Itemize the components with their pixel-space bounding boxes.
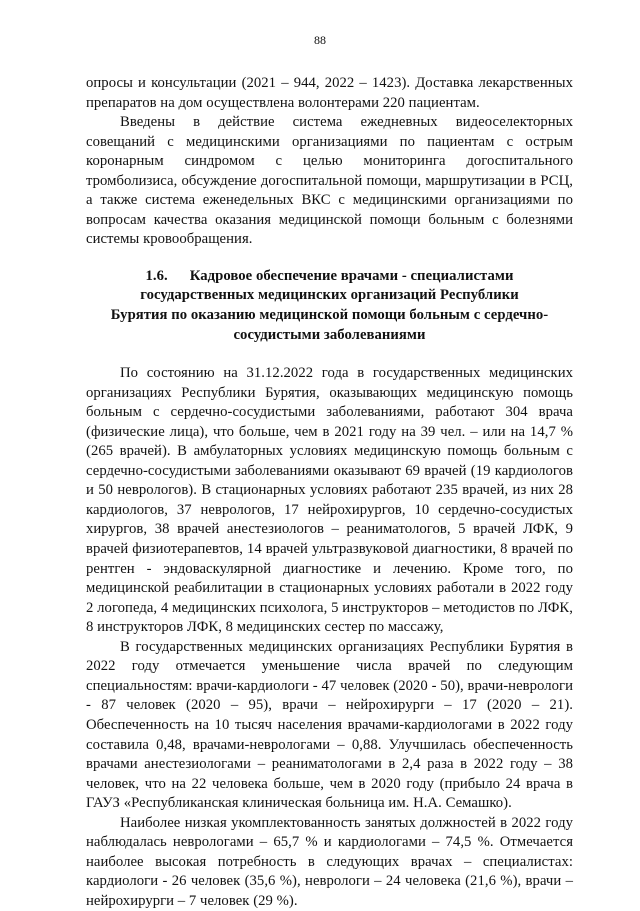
section-title-part-1: Кадровое обеспечение врачами - специалистами	[189, 267, 514, 284]
paragraph-videoselector: Введены в действие система ежедневных видеоселекторных совещаний с медицинскими организациями по пациентам с острым коронарным синдромом с целью мониторинга догоспитального тромболизиса, обсуждение догоспитальной помощи, маршрутизации в РСЦ, а также система еженедельных ВКС с медицинскими организациями по вопросам качества оказания медицинской помощи больным с болезнями системы кровообращения.	[86, 114, 573, 248]
page-number: 88	[314, 33, 326, 47]
section-heading	[86, 267, 573, 345]
section-title-part-3: Бурятия по оказанию медицинской помощи больным с сердечно-	[110, 307, 549, 324]
document-body	[86, 74, 573, 911]
paragraph-understaffing: Наиболее низкая укомплектованность занятых должностей в 2022 году наблюдалась неврологами – 65,7 % и кардиологами – 74,5 %. Отмечается наиболее высокая потребность в следующих врачах – специалистах: кардиологи - 26 человек (35,6 %), неврологи – 24 человека (21,6 %), врачи – нейрохирурги – 7 человек (29 %).	[86, 814, 573, 909]
paragraph-decrease: В государственных медицинских организациях Республики Бурятия в 2022 году отмечается уменьшение числа врачей по следующим специальностям: врачи-кардиологи - 47 человек (2020 - 50), врачи-неврологи - 87 человек (2020 – 95), врачи – нейрохирурги – 17 (2020 – 21). Обеспеченность на 10 тысяч населения врачами-кардиологами в 2022 году составила 0,48, врачами-неврологами – 0,88. Улучшилась обеспеченность врачами анестезиологами – реаниматологами в 2,4 раза в 2022 году – 38 человек, что на 22 человека больше, чем в 2020 году (прибыло 24 врача в ГАУЗ «Республиканская клиническая больница им. Н.А. Семашко).	[86, 638, 573, 812]
section-heading-line-1	[86, 267, 573, 287]
section-number: 1.6.	[145, 267, 168, 284]
paragraph-staffing: По состоянию на 31.12.2022 года в государственных медицинских организациях Республики Бурятия, оказывающих медицинскую помощь больным с сердечно-сосудистыми заболеваниями, работают 304 врача (физические лица), что больше, чем в 2021 году на 39 чел. – или на 14,7 % (265 врачей). В амбулаторных условиях медицинскую помощь больным с сердечно-сосудистыми заболеваниями оказывают 69 врачей (19 кардиологов и 50 неврологов). В стационарных условиях работают 235 врачей, из них 28 кардиологов, 37 неврологов, 17 нейрохирургов, 10 сердечно-сосудистых хирургов, 38 врачей анестезиологов – реаниматологов, 5 врачей ЛФК, 9 врачей физиотерапевтов, 14 врачей ультразвуковой диагностики, 8 врачей по рентген - эндоваскулярной диагностике и лечению. Кроме того, по медицинской реабилитации в стационарных условиях работали в 2022 году 2 логопеда, 4 медицинских психолога, 5 инструкторов – методистов по ЛФК, 8 инструкторов ЛФК, 8 медицинских сестер по массажу,	[86, 365, 573, 636]
section-title-part-2: государственных медицинских организаций Республики	[140, 287, 519, 304]
section-title-part-4: сосудистыми заболеваниями	[233, 326, 426, 343]
paragraph-delivery: опросы и консультации (2021 – 944, 2022 – 1423). Доставка лекарственных препаратов на дом осуществлена волонтерами 220 пациентам.	[86, 75, 573, 111]
